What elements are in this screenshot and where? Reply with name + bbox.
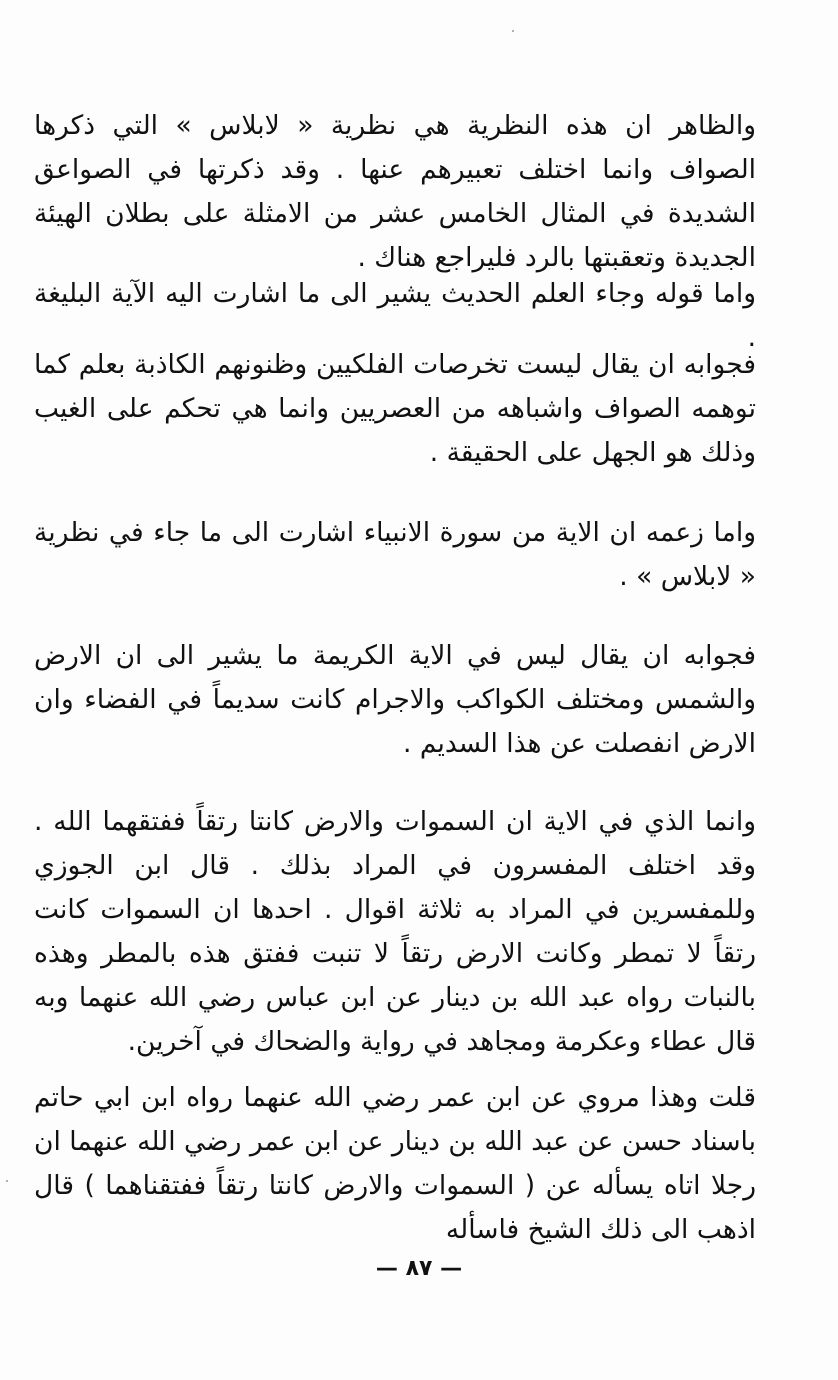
paragraph-ibn-umar-narration: قلت وهذا مروي عن ابن عمر رضي الله عنهما رواه ابن ابي حاتم باسناد حسن عن عبد الله بن دينار عن ابن عمر رضي الله عنهما ان رجلا اتاه يسأله عن ( السموات والارض كانتا رتقاً ففتقناهما ) قال اذهب الى ذلك الشيخ فاسأله (34, 1082, 756, 1245)
paragraph-laplace-theory: والظاهر ان هذه النظرية هي نظرية « لابلاس » التي ذكرها الصواف وانما اختلف تعبيرهم عنها . وقد ذكرتها في الصواعق الشديدة في المثال الخامس عشر من الامثلة على بطلان الهيئة الجديدة وتعقبتها بالرد فليراجع هناك . (34, 110, 756, 273)
paragraph-answer-nebula: فجوابه ان يقال ليس في الاية الكريمة ما يشير الى ان الارض والشمس ومختلف الكواكب والاجرام كانت سديماً في الفضاء وان الارض انفصلت عن هذا السديم . (34, 640, 756, 759)
paragraph-surat-al-anbiya-claim: واما زعمه ان الاية من سورة الانبياء اشارت الى ما جاء في نظرية « لابلاس » . (34, 517, 756, 592)
paragraph-answer-astronomers: فجوابه ان يقال ليست تخرصات الفلكيين وظنونهم الكاذبة بعلم كما توهمه الصواف واشباهه من العصريين وانما هي تحكم على الغيب وذلك هو الجهل على الحقيقة . (34, 349, 756, 468)
paragraph-tafsir-ratq: وانما الذي في الاية ان السموات والارض كانتا رتقاً ففتقهما الله . وقد اختلف المفسرون في المراد بذلك . قال ابن الجوزي وللمفسرين في المراد به ثلاثة اقوال . احدها ان السموات كانت رتقاً لا تمطر وكانت الارض رتقاً لا تنبت ففتق هذه بالمطر وهذه بالنبات رواه عبد الله بن دينار عن ابن عباس رضي الله عنهما وبه قال عطاء وعكرمة ومجاهد في رواية والضحاك في آخرين. (34, 806, 756, 1057)
scan-speck (512, 30, 514, 32)
page-number: — ٨٧ — (375, 1256, 463, 1281)
scan-speck (6, 1180, 8, 1182)
paragraph-modern-science-claim: واما قوله وجاء العلم الحديث يشير الى ما اشارت اليه الآية البليغة . (34, 278, 756, 353)
